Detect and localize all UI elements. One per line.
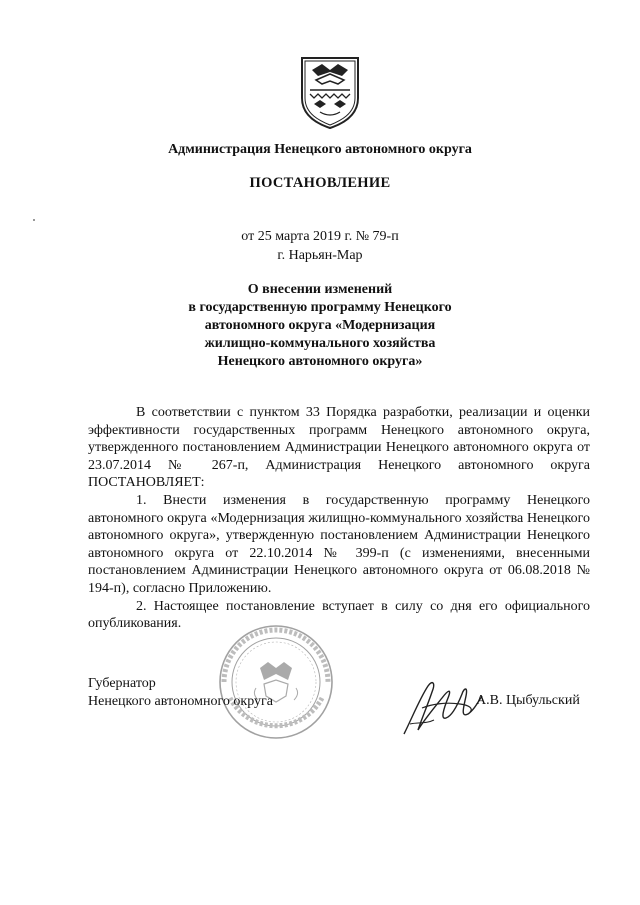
scan-speck (33, 219, 35, 221)
subject-line: О внесении изменений (247, 282, 393, 297)
signatory-title: Губернатор (88, 676, 156, 691)
subject-line: жилищно-коммунального хозяйства (204, 336, 436, 351)
document-body (88, 404, 590, 633)
preamble-paragraph: В соответствии с пунктом 33 Порядка разработки, реализации и оценки эффективности государственных программ Ненецкого автономного округа, утвержденного постановлением Администрации Ненецкого автономного округа от 23.07.2014 № 267-п, Администрация Ненецкого автономного округа ПОСТАНОВЛЯЕТ: (88, 405, 590, 491)
document-subject (0, 281, 640, 371)
item-2-paragraph: 2. Настоящее постановление вступает в силу со дня его официального опубликования. (88, 598, 590, 632)
subject-line: автономного округа «Модернизация (204, 318, 436, 333)
signatory-region: Ненецкого автономного округа (88, 694, 273, 709)
document-type: ПОСТАНОВЛЕНИЕ (249, 175, 391, 191)
subject-line: Ненецкого автономного округа» (217, 354, 423, 369)
coat-of-arms-icon (298, 54, 362, 130)
signatory-position (88, 675, 273, 711)
signatory-name: А.В. Цыбульский (476, 693, 580, 708)
document-date-number: от 25 марта 2019 г. № 79-п (241, 229, 399, 244)
item-1-paragraph: 1. Внести изменения в государственную программу Ненецкого автономного округа «Модернизация жилищно-коммунального хозяйства Ненецкого автономного округа», утвержденную постановлением Администрации Ненецкого автономного округа от 22.10.2014 № 399-п (с изменениями, внесенными постановлением Администрации Ненецкого автономного округа от 06.08.2018 № 194-п), согласно Приложению. (88, 492, 590, 596)
subject-line: в государственную программу Ненецкого (188, 300, 452, 315)
document-city: г. Нарьян-Мар (277, 248, 363, 263)
organization-name: Администрация Ненецкого автономного округа (168, 142, 472, 157)
